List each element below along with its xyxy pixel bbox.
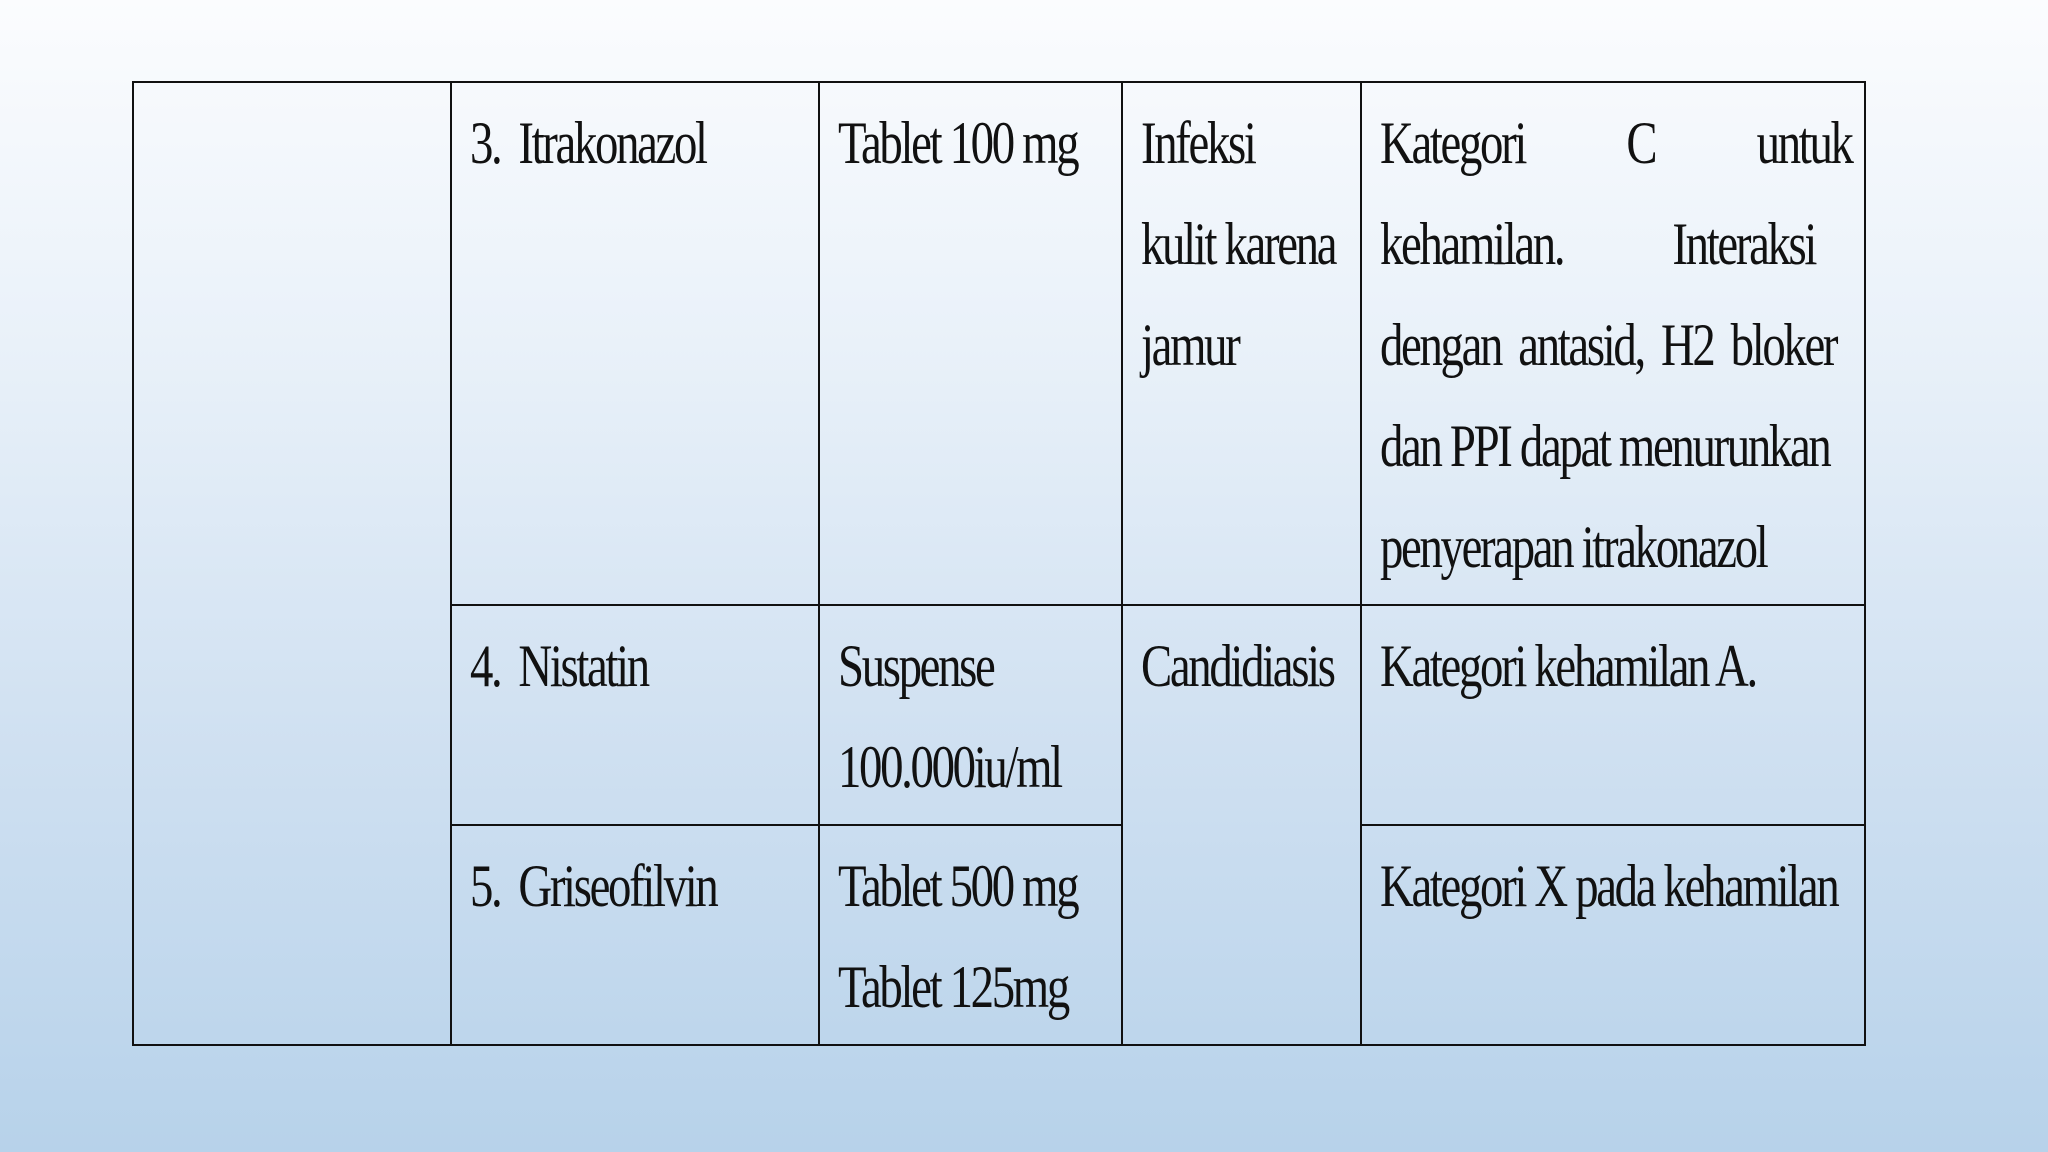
dosage-form: 100.000iu/ml <box>838 734 1061 800</box>
drug-name: Griseofilvin <box>518 853 717 919</box>
drug-table <box>132 81 1866 1046</box>
drug-name-cell <box>451 825 819 1045</box>
row-number: 4. <box>470 633 501 699</box>
dosage-form: Tablet 125mg <box>838 954 1068 1020</box>
row-number: 5. <box>470 853 501 919</box>
row-number: 3. <box>470 110 501 176</box>
notes-line: Kategori X pada kehamilan <box>1380 853 1838 919</box>
indication-cell <box>1122 82 1361 605</box>
drug-name-cell <box>451 605 819 825</box>
notes-cell <box>1361 82 1865 605</box>
dosage-form: Suspense <box>838 633 994 699</box>
drug-name-cell <box>451 82 819 605</box>
dosage-form: Tablet 500 mg <box>838 853 1078 919</box>
notes-cell <box>1361 825 1865 1045</box>
notes-line: Kategori kehamilan A. <box>1380 633 1756 699</box>
drug-name: Nistatin <box>518 633 648 699</box>
indication-line: Infeksi <box>1141 110 1255 176</box>
notes-line: dengan antasid, H2 bloker <box>1380 312 1837 378</box>
empty-category-cell <box>133 82 451 1045</box>
notes-line: kehamilan. Interaksi <box>1380 211 1816 277</box>
notes-line: dan PPI dapat menurunkan <box>1380 413 1830 479</box>
dosage-form-cell <box>819 82 1122 605</box>
indication-cell <box>1122 605 1361 1045</box>
indication-line: Candidiasis <box>1141 633 1334 699</box>
notes-line: Kategori C untuk <box>1380 110 1852 176</box>
dosage-form-cell <box>819 605 1122 825</box>
dosage-form-cell <box>819 825 1122 1045</box>
dosage-form: Tablet 100 mg <box>838 110 1078 176</box>
drug-name: Itrakonazol <box>518 110 706 176</box>
indication-line: jamur <box>1141 312 1239 378</box>
notes-line: penyerapan itrakonazol <box>1380 514 1767 580</box>
indication-line: kulit karena <box>1141 211 1336 277</box>
notes-cell <box>1361 605 1865 825</box>
table-row <box>133 82 1865 605</box>
